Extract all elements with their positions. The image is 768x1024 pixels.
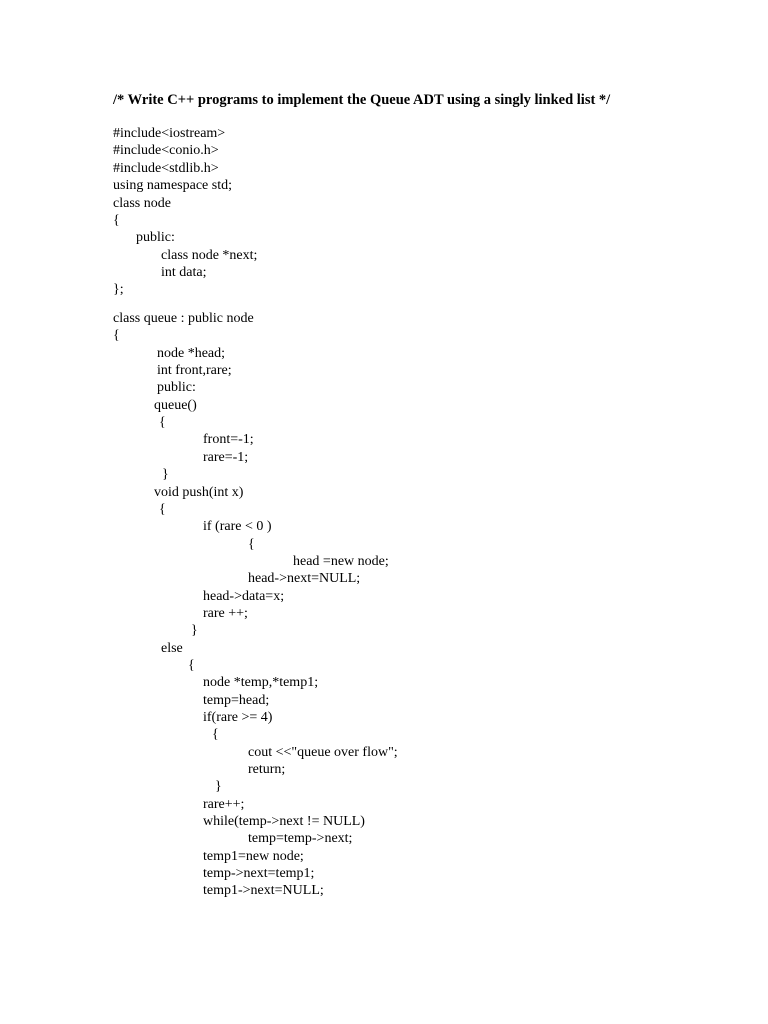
code-line: head =new node; — [293, 554, 389, 569]
code-line: rare ++; — [203, 606, 248, 621]
code-line: #include<iostream> — [113, 126, 226, 141]
code-line: else — [161, 641, 183, 656]
code-line: #include<stdlib.h> — [113, 161, 219, 176]
code-line: temp->next=temp1; — [203, 866, 315, 881]
code-line: temp1->next=NULL; — [203, 883, 324, 898]
code-line: { — [159, 415, 166, 430]
code-line: } — [191, 623, 198, 638]
code-line: queue() — [154, 398, 197, 413]
code-line: int front,rare; — [157, 363, 232, 378]
code-line: return; — [248, 762, 286, 777]
code-line: if(rare >= 4) — [203, 710, 273, 725]
code-line: using namespace std; — [113, 178, 232, 193]
code-line: class node — [113, 196, 171, 211]
code-line: #include<conio.h> — [113, 143, 219, 158]
code-line: rare++; — [203, 797, 245, 812]
code-line: } — [215, 779, 222, 794]
code-line: { — [248, 537, 255, 552]
code-line: if (rare < 0 ) — [203, 519, 272, 534]
code-line: class node *next; — [161, 248, 258, 263]
code-line: { — [113, 213, 120, 228]
code-line: } — [162, 467, 169, 482]
code-line: temp=head; — [203, 693, 270, 708]
code-line: temp=temp->next; — [248, 831, 353, 846]
code-line: { — [159, 502, 166, 517]
code-line: public: — [157, 380, 196, 395]
code-line: front=-1; — [203, 432, 254, 447]
code-line: public: — [136, 230, 175, 245]
code-line: class queue : public node — [113, 311, 254, 326]
code-line: cout <<"queue over flow"; — [248, 745, 398, 760]
code-line: temp1=new node; — [203, 849, 304, 864]
code-line: rare=-1; — [203, 450, 249, 465]
document-title: /* Write C++ programs to implement the Queue ADT using a singly linked list */ — [113, 92, 611, 108]
code-line: node *temp,*temp1; — [203, 675, 319, 690]
code-line: head->data=x; — [203, 589, 285, 604]
code-line: { — [113, 328, 120, 343]
code-line: { — [212, 727, 219, 742]
code-line: }; — [113, 282, 124, 297]
code-line: { — [188, 658, 195, 673]
code-line: head->next=NULL; — [248, 571, 361, 586]
code-line: void push(int x) — [154, 485, 244, 500]
code-line: node *head; — [157, 346, 226, 361]
code-line: int data; — [161, 265, 207, 280]
code-line: while(temp->next != NULL) — [203, 814, 365, 829]
